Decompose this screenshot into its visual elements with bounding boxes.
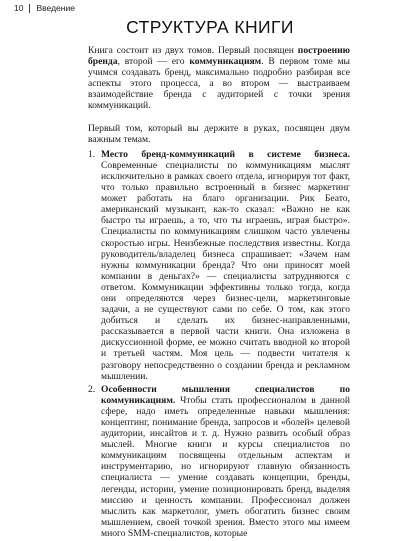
intro-paragraph xyxy=(88,45,350,112)
list-item-heading: Место бренд-коммуникаций в системе бизнеса. xyxy=(101,148,350,160)
list-item-number: 1. xyxy=(88,148,96,160)
body-text xyxy=(88,45,350,541)
intro-bold-communications: коммуникациям xyxy=(189,56,262,68)
page-number: 10 xyxy=(14,3,24,13)
intro-text-3: . В первом томе мы учимся создавать бренд, максимально подробно разбирая все аспекты этого процесса, а во втором — выстраиваем взаимодействие бренда с аудиторией с точки зрения коммуникаций. xyxy=(88,56,350,112)
intro-text-1: Книга состоит из двух томов. Первый посвящен xyxy=(88,45,298,56)
volume-one-paragraph: Первый том, который вы держите в руках, посвящен двум важным темам. xyxy=(88,122,350,145)
running-head-separator xyxy=(29,4,30,13)
running-head-section: Введение xyxy=(36,3,75,13)
list-item-number: 2. xyxy=(88,383,96,395)
chapter-title: СТРУКТУРА КНИГИ xyxy=(126,17,294,37)
list-item xyxy=(88,384,350,539)
running-head xyxy=(14,2,75,14)
list-item-body: Чтобы стать профессионалом в данной сфере, надо иметь определенные навыки мышления: концептинг, понимание бренда, запросов и «болей» целевой аудитории, инсайтов и т. д. Нужно развить особый образ мыслей. Многие книги и курсы специалистов по коммуникациям посвящены отдельным аспектам и инструментарию, но игнорируют главную обязанность специалиста — умение создавать концепции, бренды, легенды, истории, умение позиционировать бренд, выделяя миссию и ценность компании. Профессионал должен мыслить как маркетолог, уметь обогатить бизнес своим мышлением, своей точкой зрения. Вместо этого мы имеем много SMM-специалистов, которые xyxy=(101,394,350,539)
list-item xyxy=(88,149,350,382)
intro-text-2: , второй — его xyxy=(117,56,190,68)
intro-bold-brand-building: построению бренда xyxy=(88,45,350,68)
list-item-heading: Особенности мышления специалистов по коммуникациям. xyxy=(101,383,350,406)
list-item-body: Современные специалисты по коммуникациям мыслят исключительно в рамках своего отдела, игнорируя тот факт, что только правильно встроенный в бизнес маркетинг может работать на благо организации. Рик Беато, американский музыкант, как-то сказал: «Важно не как быстро ты играешь, а то, что ты играешь, играя быстро». Специалисты по коммуникациям слишком часто увлечены скоростью игры. Неизбежные последствия известны. Когда руководитель/владелец бизнеса спрашивает: «Зачем нам нужны коммуникации бренда? Что они приносят моей компании в деньгах?» — специалисты затрудняются с ответом. Коммуникации эффективны только тогда, когда они определяются через бизнес-цели, маркетинговые задачи, а не существуют сами по себе. О том, как этого добиться и сделать их бизнес-направленными, рассказывается в первой части книги. Она изложена в дискуссионной форме, ее можно считать вводной ко второй и третьей частям. Моя цель — подвести читателя к разговору непосредственно о создании бренда и рекламном мышлении. xyxy=(101,159,350,382)
topics-list xyxy=(88,149,350,539)
